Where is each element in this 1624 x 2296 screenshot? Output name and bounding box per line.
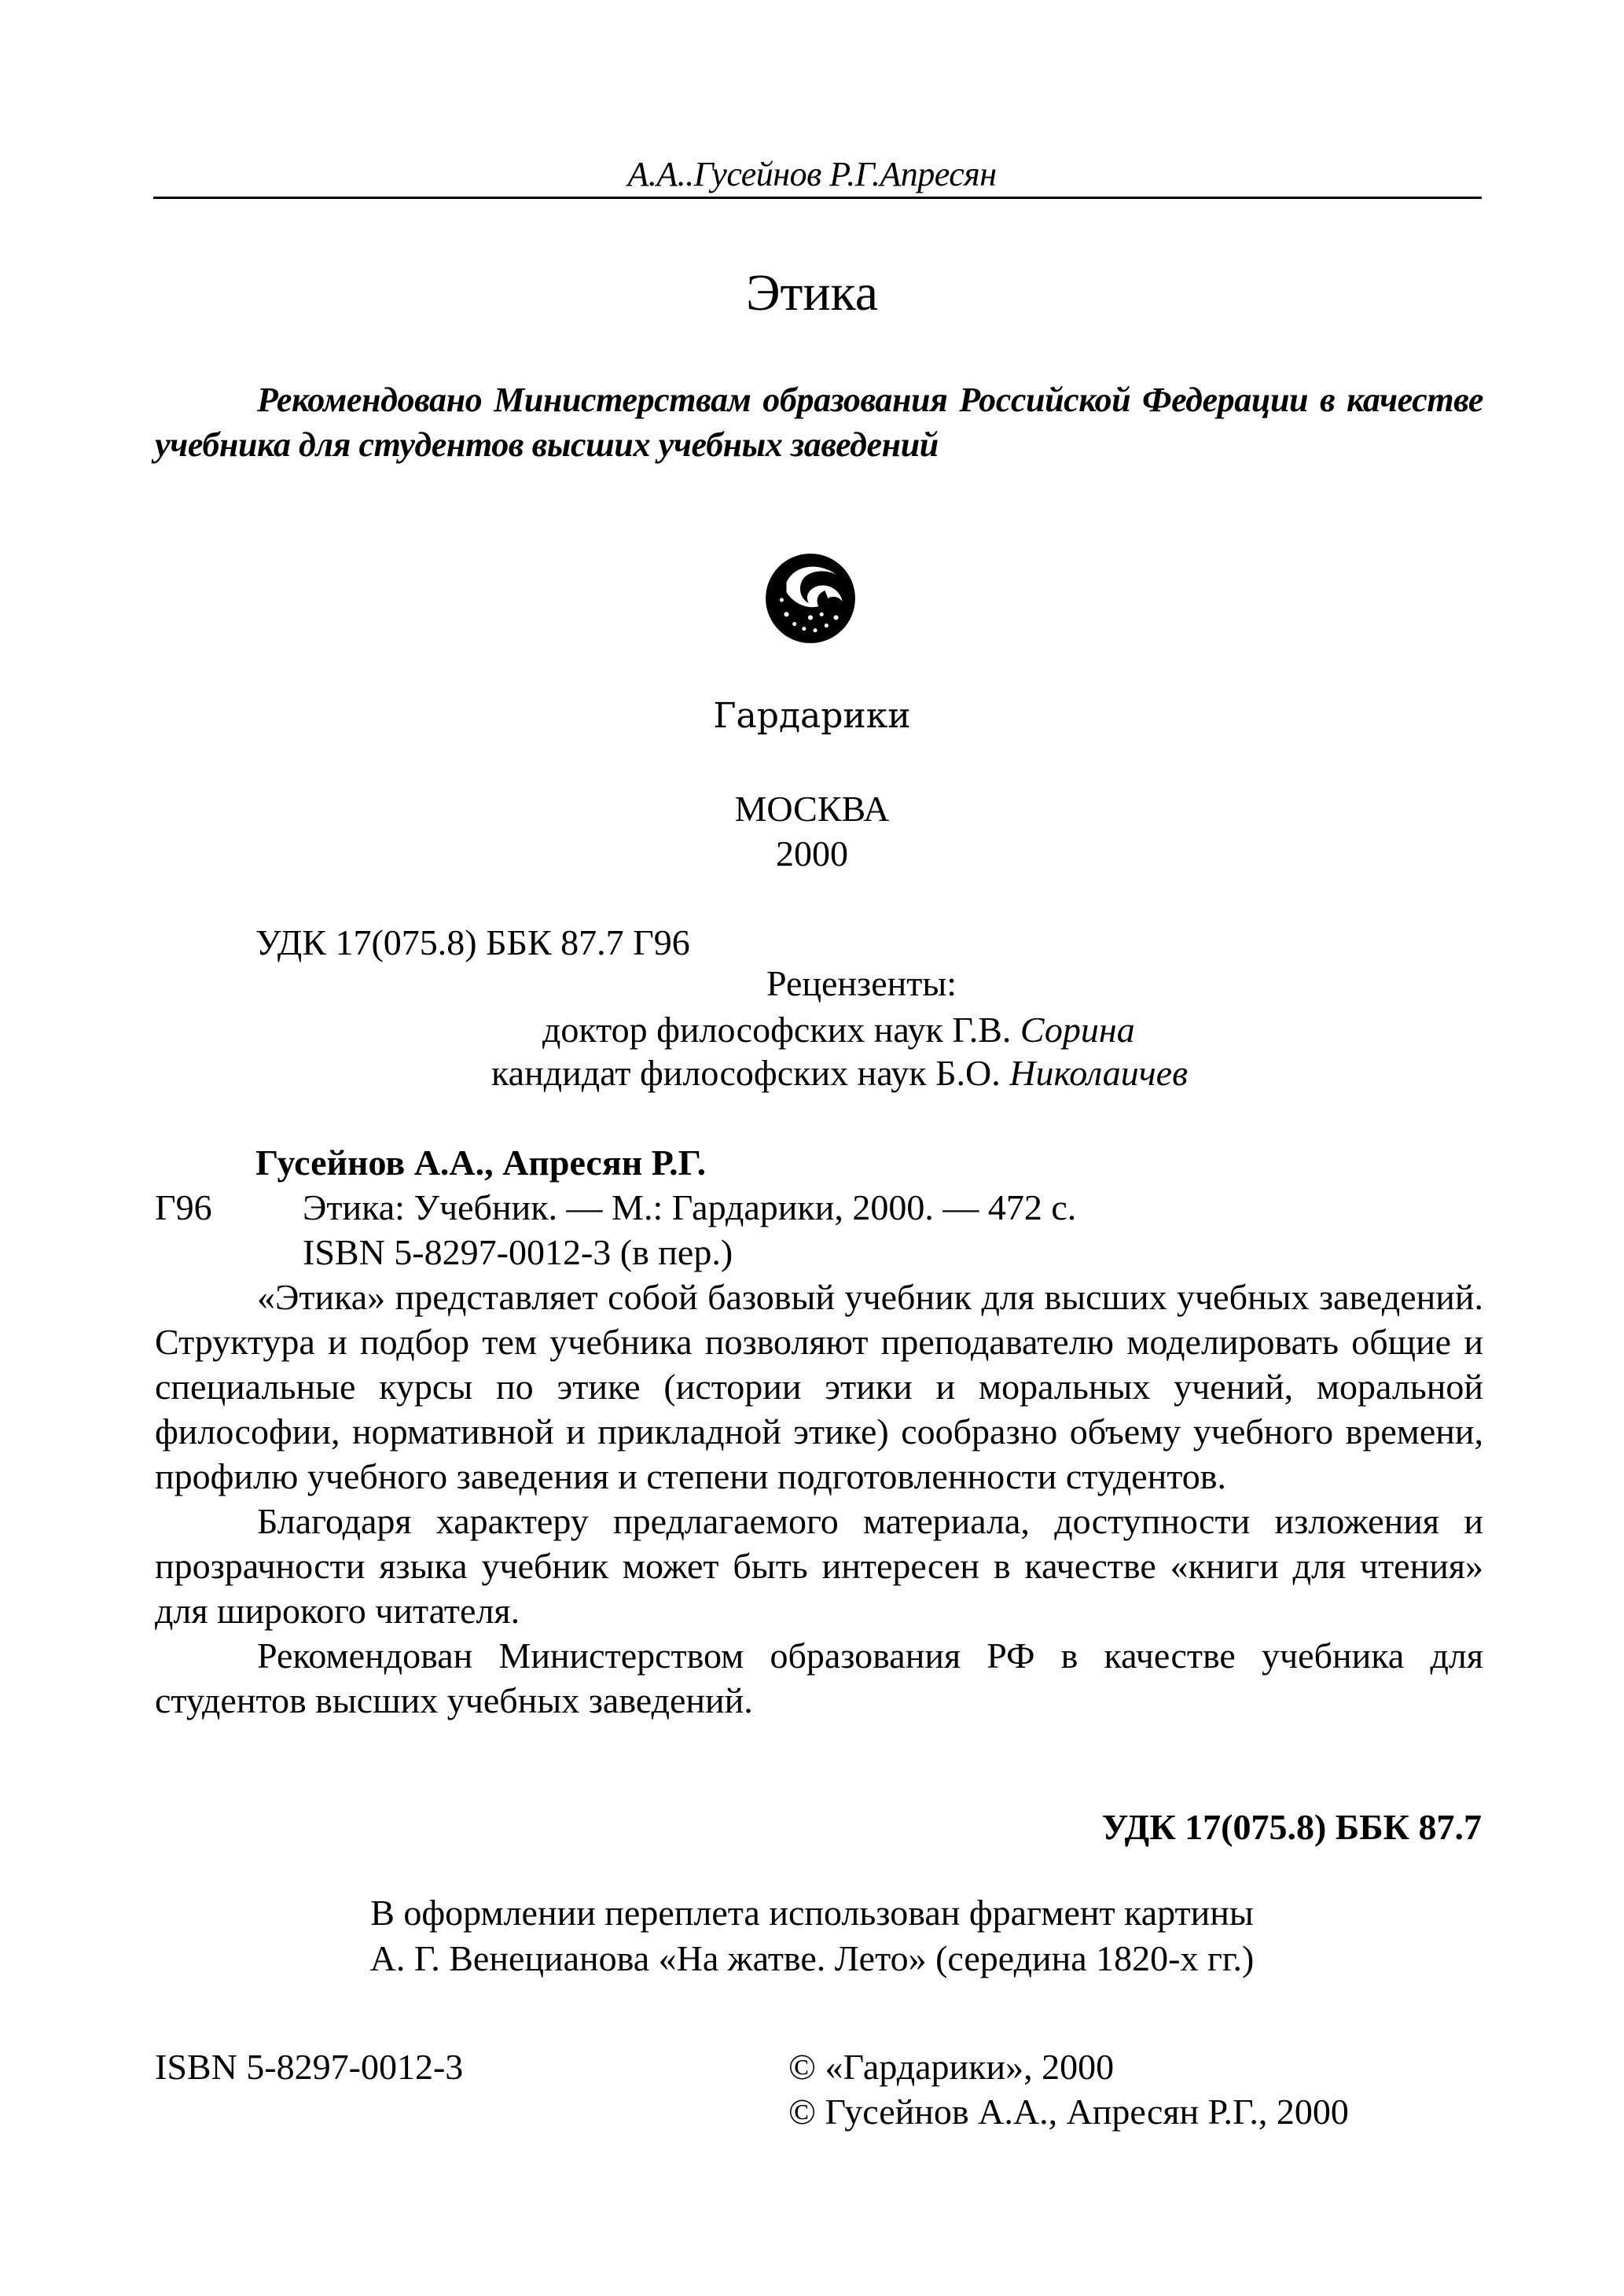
- ministry-recommendation: Рекомендовано Министерствам образования Российской Федерации в качестве учебника для студентов высших учебных заведений: [155, 381, 1483, 464]
- reviewer-2-title: кандидат философских наук Б.О.: [491, 1053, 1010, 1093]
- cover-note-line-2: А. Г. Венецианова «На жатве. Лето» (середина 1820-х гг.): [369, 1938, 1255, 1978]
- publisher-emblem-icon: [762, 550, 858, 646]
- reviewer-1-title: доктор философских наук Г.В.: [542, 1010, 1020, 1050]
- copyright-publisher: © «Гардарики», 2000: [788, 2047, 1115, 2087]
- header-rule: [153, 197, 1482, 199]
- running-header-authors: А.А..Гусейнов Р.Г.Апресян: [627, 155, 997, 193]
- reviewers-heading: Рецензенты:: [766, 963, 957, 1003]
- reviewer-1: [542, 1007, 1135, 1052]
- author-mark: Г96: [155, 1187, 212, 1227]
- book-title: Этика: [745, 264, 879, 322]
- bibliographic-entry: Этика: Учебник. — М.: Гардарики, 2000. — 472 с.: [303, 1187, 1077, 1227]
- abstract: [155, 1275, 1483, 1723]
- cover-note-line-1: В оформлении переплета использован фрагмент картины: [370, 1893, 1254, 1933]
- reviewer-2-name: Николаичев: [1009, 1053, 1189, 1093]
- bibliographic-authors: Гусейнов А.А., Апресян Р.Г.: [255, 1142, 707, 1183]
- reviewer-2: [491, 1050, 1188, 1095]
- reviewer-1-name: Сорина: [1020, 1010, 1135, 1050]
- abstract-paragraph: Рекомендован Министерством образования РФ в качестве учебника для студентов высших учебных заведений.: [155, 1636, 1483, 1720]
- abstract-paragraph: Благодаря характеру предлагаемого материала, доступности изложения и прозрачности языка учебник может быть интересен в качестве «книги для чтения» для широкого читателя.: [155, 1501, 1483, 1631]
- classification-codes: УДК 17(075.8) ББК 87.7 Г96: [255, 922, 690, 962]
- copyright-authors: © Гусейнов А.А., Апресян Р.Г., 2000: [788, 2092, 1349, 2132]
- publication-year: 2000: [776, 833, 848, 874]
- footer-isbn: ISBN 5-8297-0012-3: [155, 2047, 464, 2087]
- publisher-city: МОСКВА: [734, 789, 890, 829]
- abstract-paragraph: «Этика» представляет собой базовый учебник для высших учебных заведений. Структура и подбор тем учебника позволяют преподавателю моделировать общие и специальные курсы по этике (истории этики и моральных учений, моральной философии, нормативной и прикладной этике) сообразно объему учебного времени, профилю учебного заведения и степени подготовленности студентов.: [155, 1277, 1483, 1496]
- publisher-name: Гардарики: [713, 696, 911, 736]
- bibliographic-isbn: ISBN 5-8297-0012-3 (в пер.): [303, 1232, 733, 1272]
- classification-footer: УДК 17(075.8) ББК 87.7: [1101, 1807, 1482, 1847]
